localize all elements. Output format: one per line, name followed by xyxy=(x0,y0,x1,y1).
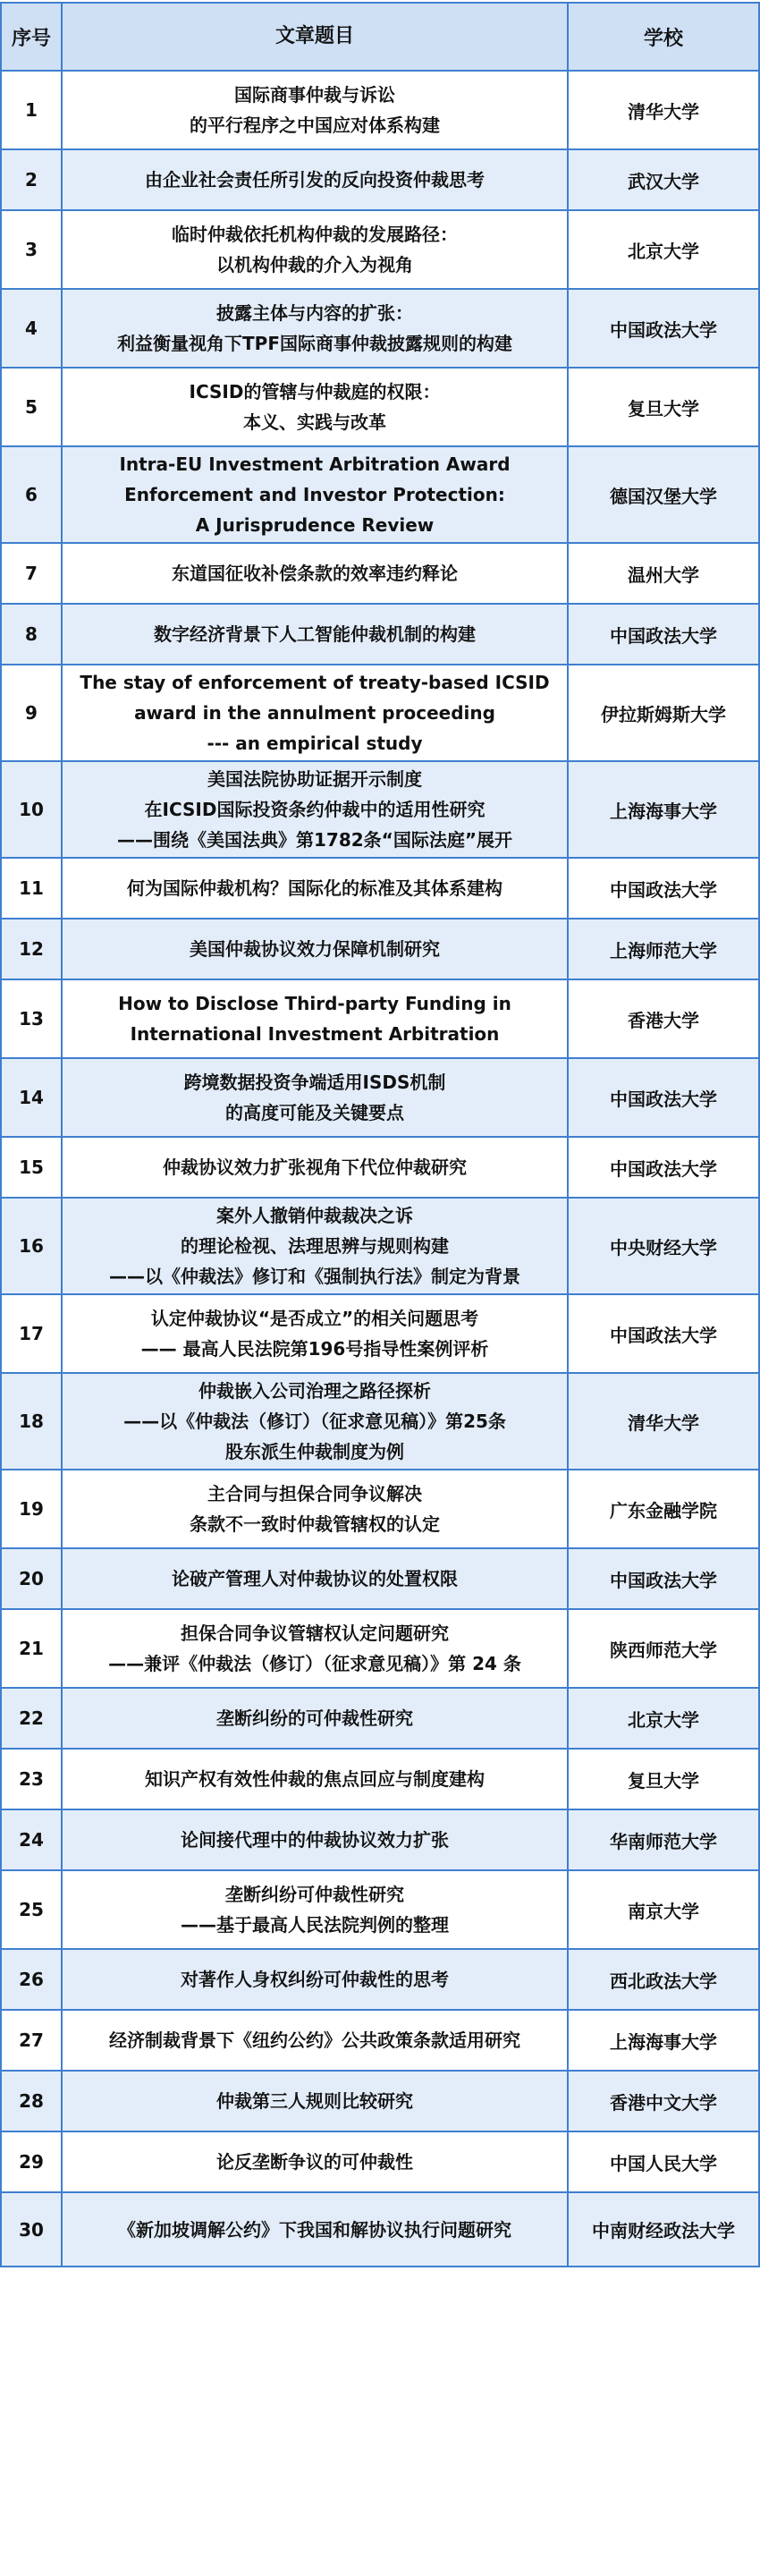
table-row xyxy=(0,919,760,980)
title-line: Enforcement and Investor Protection: xyxy=(124,484,505,505)
row-number: 10 xyxy=(0,762,63,857)
table-row xyxy=(0,544,760,605)
row-title xyxy=(63,150,569,209)
title-line: 仲裁嵌入公司治理之路径探析 xyxy=(198,1380,431,1402)
row-number: 18 xyxy=(0,1374,63,1469)
title-line: 垄断纠纷的可仲裁性研究 xyxy=(216,1707,413,1729)
title-line: 东道国征收补偿条款的效率违约释论 xyxy=(172,563,458,584)
title-line: 认定仲裁协议“是否成立”的相关问题思考 xyxy=(150,1308,479,1329)
table-row xyxy=(0,1199,760,1295)
title-line: ——兼评《仲裁法（修订）（征求意见稿）》第 24 条 xyxy=(108,1653,521,1674)
row-school: 中国政法大学 xyxy=(569,1295,760,1372)
row-number: 13 xyxy=(0,980,63,1057)
title-line: --- an empirical study xyxy=(207,733,423,754)
table-row xyxy=(0,859,760,919)
row-school: 中国人民大学 xyxy=(569,2132,760,2191)
title-line: 担保合同争议管辖权认定问题研究 xyxy=(180,1623,449,1644)
title-line: 《新加坡调解公约》下我国和解协议执行问题研究 xyxy=(118,2218,511,2241)
row-school: 广东金融学院 xyxy=(569,1470,760,1547)
row-title xyxy=(63,2072,569,2131)
title-line: ——以《仲裁法（修订）（征求意见稿）》第25条 xyxy=(123,1411,506,1432)
title-line: 由企业社会责任所引发的反向投资仲裁思考 xyxy=(145,169,485,191)
table-row xyxy=(0,1810,760,1871)
title-line: ICSID的管辖与仲裁庭的权限： xyxy=(189,381,441,402)
row-title xyxy=(63,369,569,445)
table-row xyxy=(0,665,760,762)
row-title xyxy=(63,1871,569,1948)
row-number: 26 xyxy=(0,1950,63,2009)
row-title xyxy=(63,980,569,1057)
title-line: 的高度可能及关键要点 xyxy=(224,1102,404,1123)
row-number: 14 xyxy=(0,1059,63,1136)
row-number: 16 xyxy=(0,1199,63,1293)
row-number: 24 xyxy=(0,1810,63,1869)
row-number: 15 xyxy=(0,1138,63,1197)
row-school: 中南财经政法大学 xyxy=(569,2193,760,2266)
table-row xyxy=(0,605,760,665)
title-line: International Investment Arbitration xyxy=(130,1023,500,1045)
row-number: 22 xyxy=(0,1689,63,1748)
row-title xyxy=(63,2193,569,2266)
row-title xyxy=(63,211,569,288)
title-line: 美国法院协助证据开示制度 xyxy=(207,768,422,790)
table-row xyxy=(0,2072,760,2132)
title-line: 国际商事仲裁与诉讼 xyxy=(234,84,395,106)
table-row xyxy=(0,72,760,150)
table-row xyxy=(0,290,760,369)
title-line: The stay of enforcement of treaty-based ICSID xyxy=(80,672,550,693)
row-school: 华南师范大学 xyxy=(569,1810,760,1869)
title-line: 股东派生仲裁制度为例 xyxy=(225,1441,404,1462)
title-line: 仲裁协议效力扩张视角下代位仲裁研究 xyxy=(163,1157,467,1178)
title-line: 本义、实践与改革 xyxy=(243,411,386,433)
table-row xyxy=(0,369,760,447)
row-title xyxy=(63,1374,569,1469)
title-line: 论反垄断争议的可仲裁性 xyxy=(216,2151,413,2173)
row-title xyxy=(63,544,569,603)
row-title xyxy=(63,1810,569,1869)
table-row xyxy=(0,1689,760,1750)
row-title xyxy=(63,447,569,542)
header-no: 序号 xyxy=(0,4,63,70)
table-row xyxy=(0,211,760,290)
table-row xyxy=(0,447,760,544)
row-number: 5 xyxy=(0,369,63,445)
title-line: 论破产管理人对仲裁协议的处置权限 xyxy=(172,1568,458,1589)
row-number: 9 xyxy=(0,665,63,760)
row-number: 29 xyxy=(0,2132,63,2191)
table-row xyxy=(0,1549,760,1610)
row-number: 28 xyxy=(0,2072,63,2131)
title-line: 利益衡量视角下TPF国际商事仲裁披露规则的构建 xyxy=(117,333,512,354)
row-school: 清华大学 xyxy=(569,72,760,148)
row-number: 20 xyxy=(0,1549,63,1608)
title-line: award in the annulment proceeding xyxy=(134,702,495,724)
row-school: 上海海事大学 xyxy=(569,762,760,857)
row-number: 6 xyxy=(0,447,63,542)
row-title xyxy=(63,2132,569,2191)
table-row xyxy=(0,1950,760,2011)
row-school: 清华大学 xyxy=(569,1374,760,1469)
table-row xyxy=(0,1470,760,1549)
title-line: 案外人撤销仲裁裁决之诉 xyxy=(216,1205,413,1226)
title-line: 在ICSID国际投资条约仲裁中的适用性研究 xyxy=(144,799,486,820)
row-title xyxy=(63,1470,569,1547)
title-line: —— 最高人民法院第196号指导性案例评析 xyxy=(140,1338,489,1360)
row-school: 中国政法大学 xyxy=(569,1549,760,1608)
title-line: 条款不一致时仲裁管辖权的认定 xyxy=(190,1513,440,1535)
row-number: 25 xyxy=(0,1871,63,1948)
row-school: 德国汉堡大学 xyxy=(569,447,760,542)
title-line: 论间接代理中的仲裁协议效力扩张 xyxy=(181,1829,449,1851)
row-school: 西北政法大学 xyxy=(569,1950,760,2009)
row-school: 复旦大学 xyxy=(569,1750,760,1809)
title-line: 垄断纠纷可仲裁性研究 xyxy=(225,1884,404,1905)
row-number: 17 xyxy=(0,1295,63,1372)
row-title xyxy=(63,1295,569,1372)
row-school: 温州大学 xyxy=(569,544,760,603)
row-school: 上海海事大学 xyxy=(569,2011,760,2070)
title-line: ——以《仲裁法》修订和《强制执行法》制定为背景 xyxy=(109,1266,520,1287)
title-line: 主合同与担保合同争议解决 xyxy=(207,1483,422,1504)
header-title: 文章题目 xyxy=(63,4,569,70)
table-header xyxy=(0,2,760,72)
table-row xyxy=(0,1871,760,1950)
title-line: ——基于最高人民法院判例的整理 xyxy=(181,1914,449,1936)
table-row xyxy=(0,762,760,859)
row-school: 伊拉斯姆斯大学 xyxy=(569,665,760,760)
row-title xyxy=(63,72,569,148)
row-title xyxy=(63,1610,569,1687)
row-school: 中央财经大学 xyxy=(569,1199,760,1293)
row-title xyxy=(63,605,569,664)
row-number: 12 xyxy=(0,919,63,979)
row-number: 23 xyxy=(0,1750,63,1809)
row-school: 中国政法大学 xyxy=(569,1138,760,1197)
title-line: 的平行程序之中国应对体系构建 xyxy=(190,114,440,136)
title-line: 何为国际仲裁机构？国际化的标准及其体系建构 xyxy=(127,877,502,899)
table-row xyxy=(0,980,760,1059)
row-title xyxy=(63,1059,569,1136)
table-row xyxy=(0,1059,760,1138)
row-school: 南京大学 xyxy=(569,1871,760,1948)
title-line: 美国仲裁协议效力保障机制研究 xyxy=(190,938,440,960)
title-line: 临时仲裁依托机构仲裁的发展路径： xyxy=(172,224,458,245)
row-number: 30 xyxy=(0,2193,63,2266)
title-line: 对著作人身权纠纷可仲裁性的思考 xyxy=(181,1969,449,1990)
title-line: 跨境数据投资争端适用ISDS机制 xyxy=(183,1072,446,1093)
row-school: 香港中文大学 xyxy=(569,2072,760,2131)
row-number: 4 xyxy=(0,290,63,367)
row-title xyxy=(63,859,569,918)
row-title xyxy=(63,2011,569,2070)
row-school: 北京大学 xyxy=(569,1689,760,1748)
title-line: 以机构仲裁的介入为视角 xyxy=(216,254,413,275)
table-row xyxy=(0,1750,760,1810)
title-line: 的理论检视、法理思辨与规则构建 xyxy=(181,1235,449,1257)
title-line: 披露主体与内容的扩张： xyxy=(216,302,413,324)
table-row xyxy=(0,2132,760,2193)
row-number: 21 xyxy=(0,1610,63,1687)
row-title xyxy=(63,1199,569,1293)
row-school: 香港大学 xyxy=(569,980,760,1057)
table-row xyxy=(0,1374,760,1470)
row-school: 中国政法大学 xyxy=(569,859,760,918)
header-school: 学校 xyxy=(569,4,760,70)
row-school: 上海师范大学 xyxy=(569,919,760,979)
table-row xyxy=(0,1610,760,1689)
table-row xyxy=(0,1295,760,1374)
row-title xyxy=(63,1138,569,1197)
row-title xyxy=(63,762,569,857)
row-number: 2 xyxy=(0,150,63,209)
table-row xyxy=(0,2193,760,2267)
row-number: 7 xyxy=(0,544,63,603)
row-number: 27 xyxy=(0,2011,63,2070)
table-row xyxy=(0,2011,760,2072)
row-school: 复旦大学 xyxy=(569,369,760,445)
row-school: 中国政法大学 xyxy=(569,605,760,664)
row-title xyxy=(63,665,569,760)
table-row xyxy=(0,150,760,211)
row-number: 1 xyxy=(0,72,63,148)
row-number: 8 xyxy=(0,605,63,664)
row-title xyxy=(63,1750,569,1809)
title-line: 知识产权有效性仲裁的焦点回应与制度建构 xyxy=(145,1768,485,1790)
row-number: 19 xyxy=(0,1470,63,1547)
row-title xyxy=(63,1549,569,1608)
title-line: 数字经济背景下人工智能仲裁机制的构建 xyxy=(154,623,476,645)
row-school: 陕西师范大学 xyxy=(569,1610,760,1687)
row-school: 中国政法大学 xyxy=(569,290,760,367)
title-line: Intra-EU Investment Arbitration Award xyxy=(119,453,511,475)
row-school: 武汉大学 xyxy=(569,150,760,209)
table-row xyxy=(0,1138,760,1199)
row-title xyxy=(63,1950,569,2009)
row-school: 中国政法大学 xyxy=(569,1059,760,1136)
row-number: 11 xyxy=(0,859,63,918)
title-line: How to Disclose Third-party Funding in xyxy=(118,993,511,1014)
title-line: 仲裁第三人规则比较研究 xyxy=(216,2090,413,2112)
row-title xyxy=(63,290,569,367)
row-number: 3 xyxy=(0,211,63,288)
row-title xyxy=(63,919,569,979)
title-line: ——围绕《美国法典》第1782条“国际法庭”展开 xyxy=(117,829,512,851)
title-line: A Jurisprudence Review xyxy=(195,514,435,536)
row-school: 北京大学 xyxy=(569,211,760,288)
title-line: 经济制裁背景下《纽约公约》公共政策条款适用研究 xyxy=(109,2029,520,2051)
row-title xyxy=(63,1689,569,1748)
